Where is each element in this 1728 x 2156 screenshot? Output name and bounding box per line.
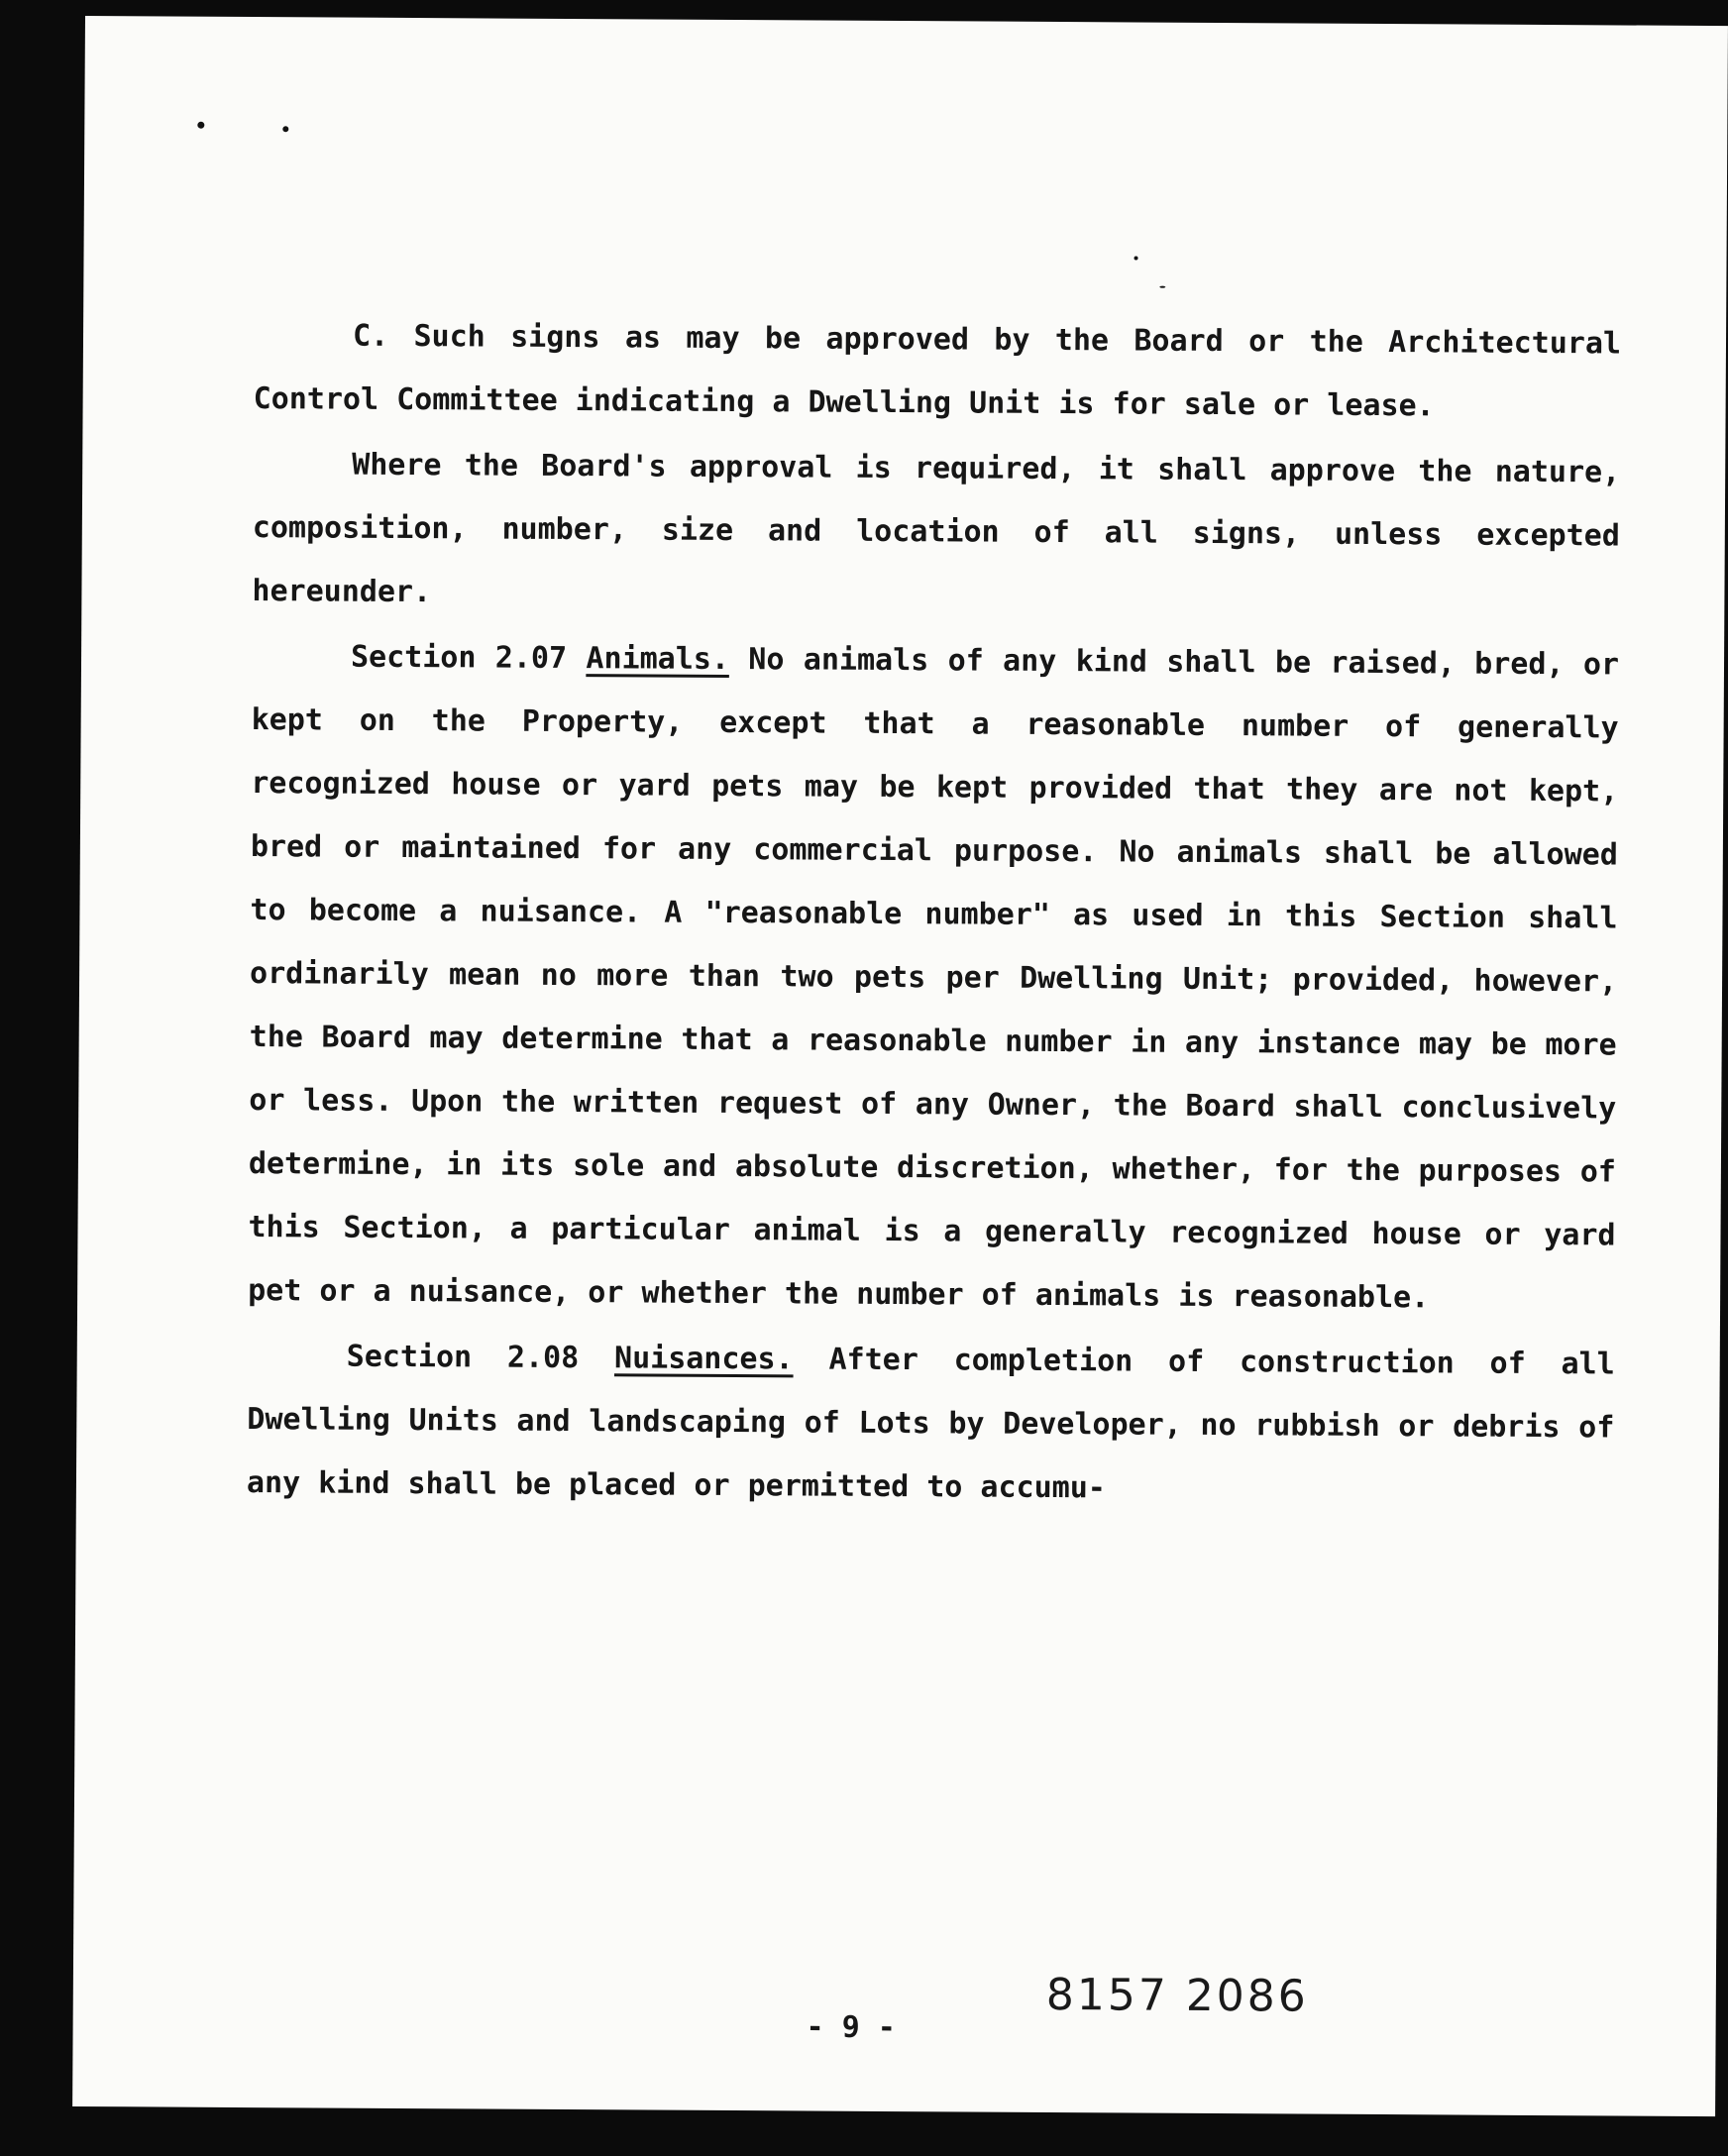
section-2-08-number: Section 2.08 (346, 1339, 580, 1376)
section-2-08-body: After completion of construction of all Dwelling Units and landscaping of Lots by Developer, no rubbish or debris of any kind shall be placed or permitted to accumu- (246, 1342, 1615, 1506)
scan-speck (1159, 286, 1165, 288)
section-2-08 (247, 1325, 1615, 1523)
section-2-07 (248, 625, 1619, 1331)
scan-speck (1134, 256, 1138, 260)
scan-speck (282, 126, 288, 132)
record-number: 8157 2086 (1045, 1969, 1309, 2022)
document-page (72, 16, 1728, 2116)
paragraph-board-approval: Where the Board's approval is required, it shall approve the nature, composition, number, size and location of all signs, unless excepted hereunder. (252, 447, 1621, 610)
section-2-07-number: Section 2.07 (350, 639, 568, 676)
paragraph-c-signs: C. Such signs as may be approved by the Board or the Architectural Control Committee indicating a Dwelling Unit is for sale or lease. (253, 318, 1622, 424)
scan-speck (197, 122, 204, 129)
body-text (247, 304, 1621, 1523)
section-2-07-heading: Animals. (586, 641, 730, 677)
section-2-07-body: No animals of any kind shall be raised, bred, or kept on the Property, except that a reasonable number of generally recognized house or yard pets may be kept provided that they are not kept, bred or maintained for any commercial purpose. No animals shall be allowed to become a nuisance. A "reasonable number" as used in this Section shall ordinarily mean no more than two pets per Dwelling Unit; provided, however, the Board may determine that a reasonable number in any instance may be more or less. Upon the written request of any Owner, the Board shall conclusively determine, in its sole and absolute discretion, whether, for the purposes of this Section, a particular animal is a generally recognized house or yard pet or a nuisance, or whether the number of animals is reasonable. (248, 642, 1620, 1316)
section-2-08-heading: Nuisances. (613, 1341, 794, 1377)
page-number: - 9 - (806, 2009, 897, 2046)
